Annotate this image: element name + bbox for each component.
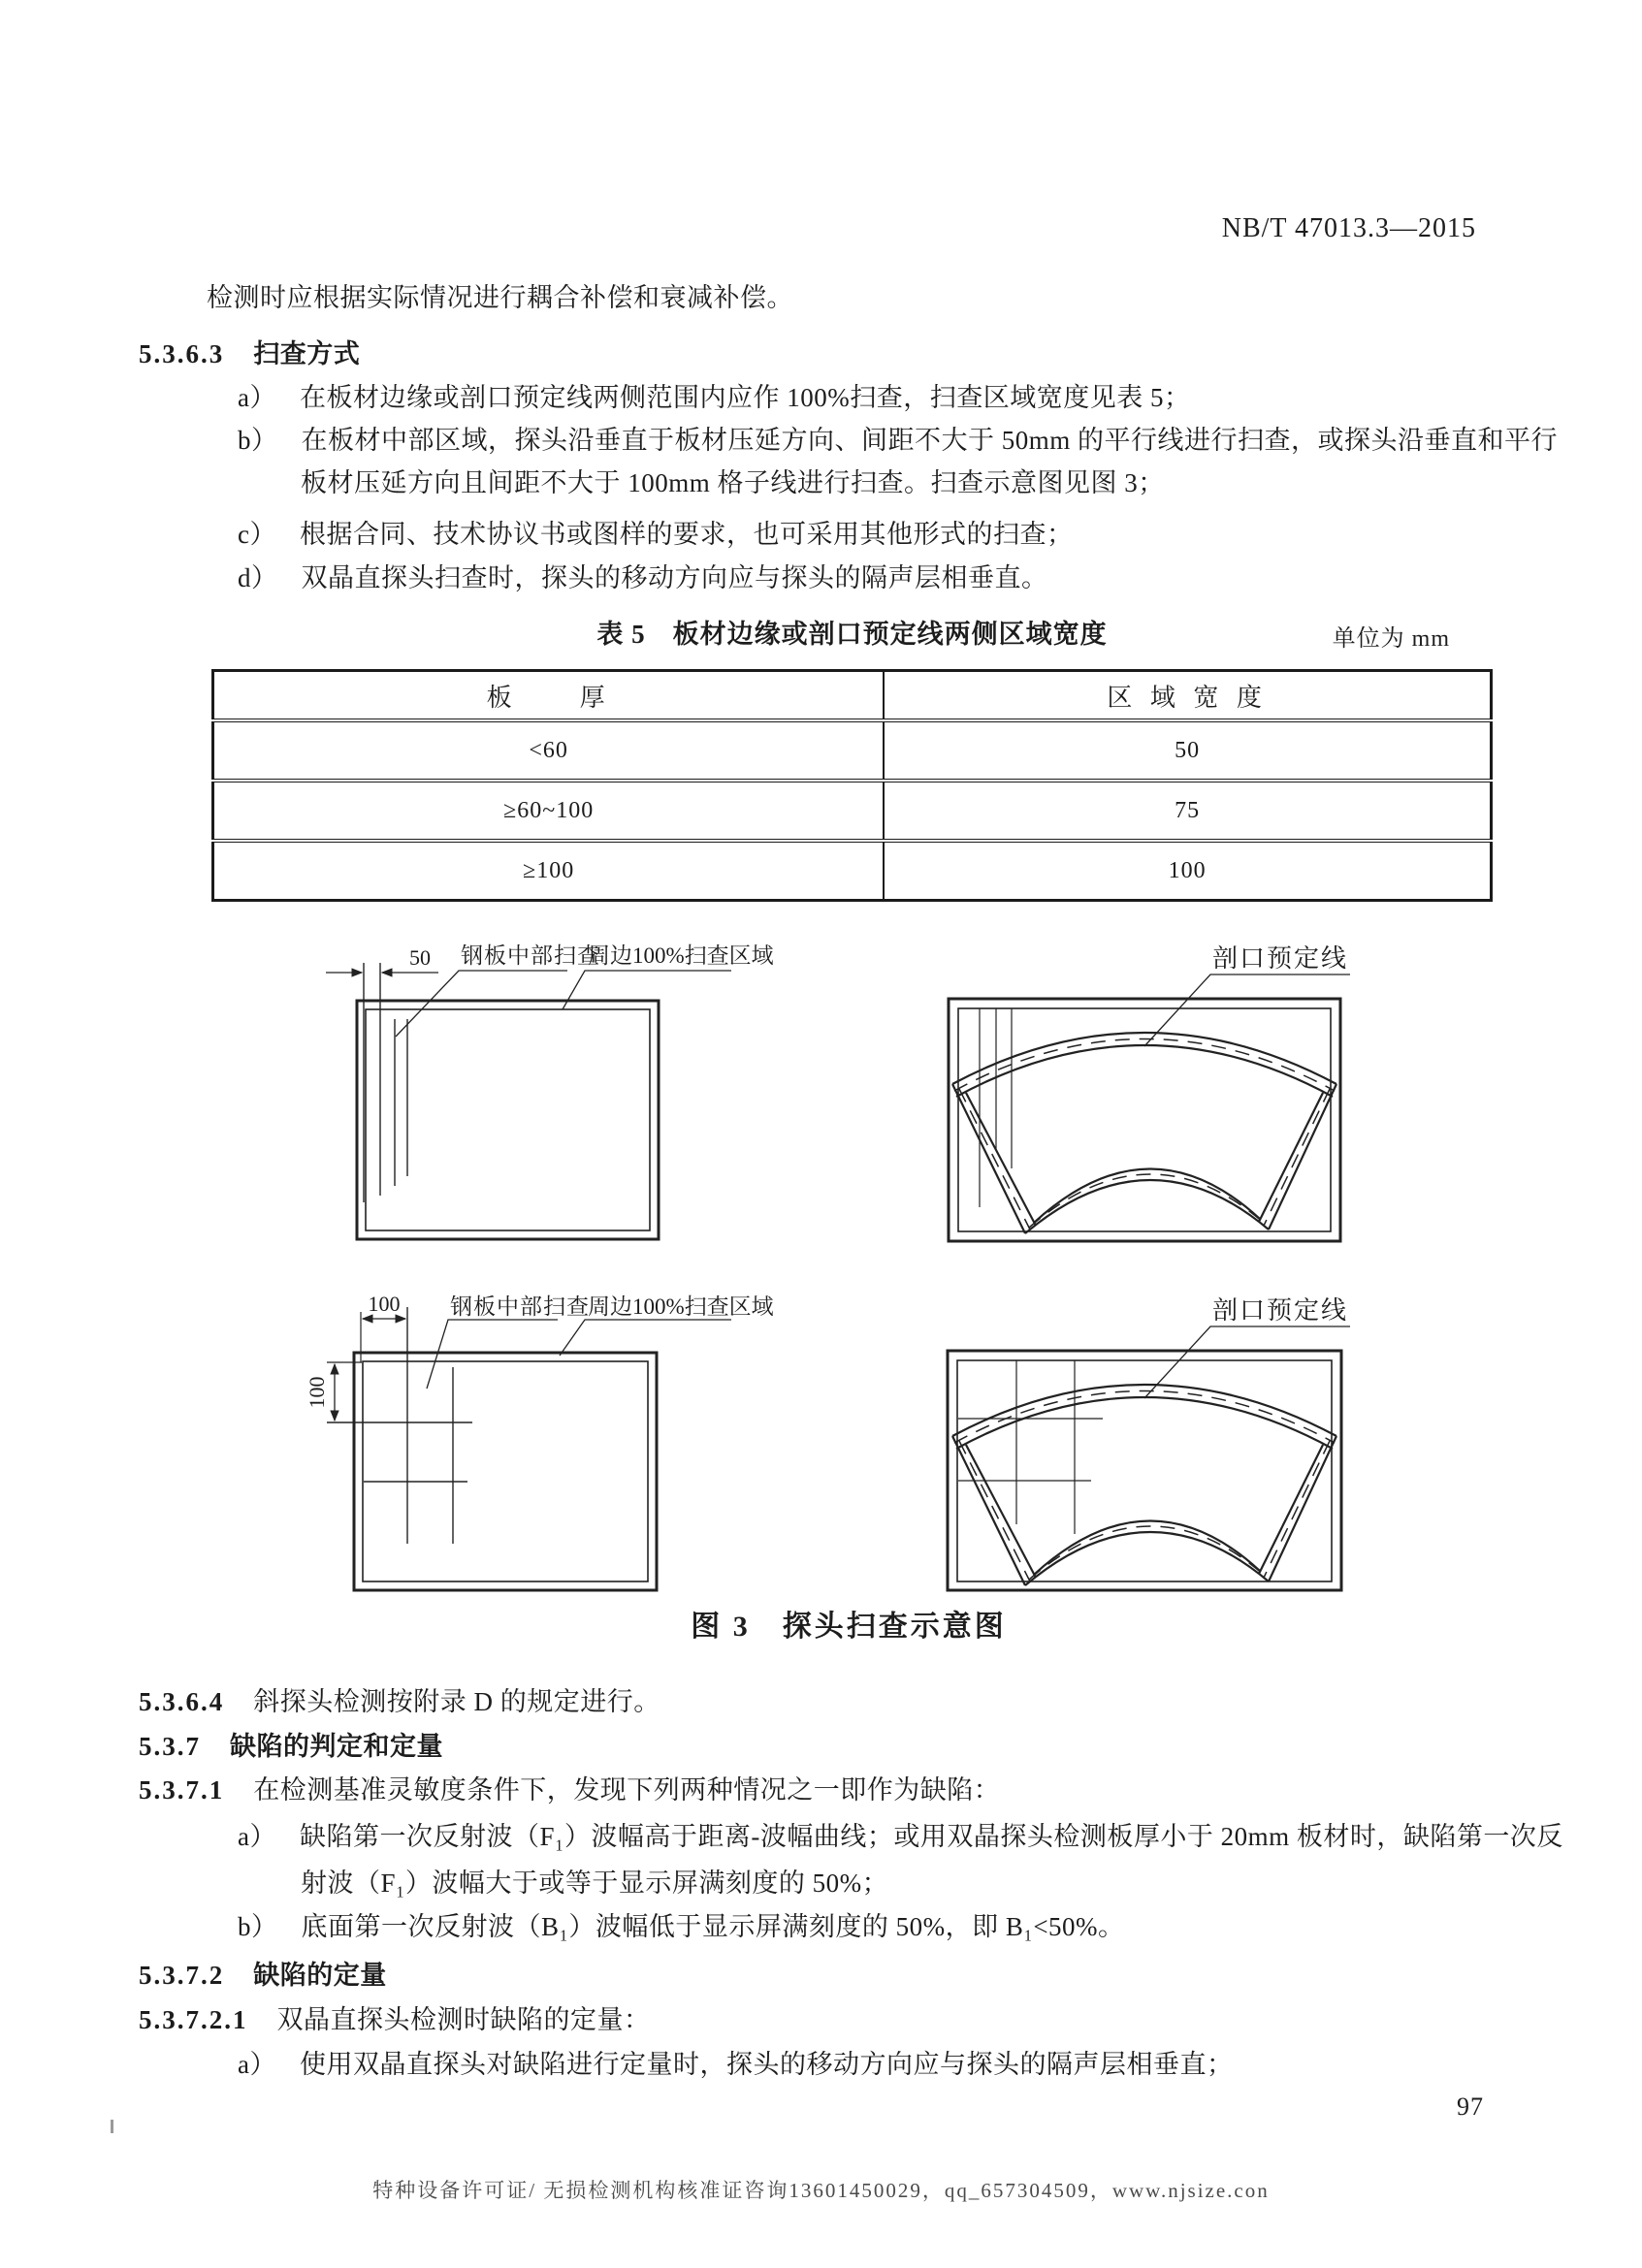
- standard-number-header: NB/T 47013.3—2015: [1221, 213, 1476, 243]
- item-label: a）: [238, 383, 276, 412]
- section-53721-number: 5.3.7.2.1: [139, 2005, 248, 2034]
- list-item-a: [238, 1813, 1576, 1906]
- item-label: c）: [238, 520, 276, 549]
- section-5364: [139, 1680, 660, 1723]
- item-label: b）: [238, 1912, 278, 1941]
- item-text: 底面第一次反射波（B₁）波幅低于显示屏满刻度的 50%，即 B₁<50%。: [301, 1912, 1125, 1941]
- panel-plate-grid-scan: [305, 1292, 774, 1590]
- item-text: 使用双晶直探头对缺陷进行定量时，探头的移动方向应与探头的隔声层相垂直；: [299, 2050, 1234, 2079]
- groove-line-label: 剖口预定线: [1212, 1296, 1349, 1325]
- list-item-a: [238, 376, 1581, 419]
- item-label: a）: [238, 2050, 276, 2079]
- panel-groove-line-top: [949, 944, 1350, 1241]
- item-label: d）: [238, 563, 278, 592]
- dimension-100-horizontal-label: 100: [368, 1292, 401, 1316]
- cell-zone-width: 50: [884, 720, 1491, 781]
- section-53721-text: 双晶直探头检测时缺陷的定量：: [276, 2005, 651, 2034]
- table-row: [213, 720, 1492, 781]
- section-5364-text: 斜探头检测按附录 D 的规定进行。: [253, 1687, 660, 1716]
- cell-thickness: ≥100: [523, 857, 575, 883]
- section-53721: [139, 1998, 651, 2041]
- cell-zone-width: 75: [884, 781, 1491, 841]
- section-5371: [139, 1769, 1000, 1811]
- section-5372-title: 缺陷的定量: [253, 1961, 387, 1990]
- item-text: 双晶直探头扫查时，探头的移动方向应与探头的隔声层相垂直。: [301, 563, 1048, 592]
- edge-scan-label: 周边100%扫查区域: [588, 1294, 774, 1319]
- intro-paragraph: 检测时应根据实际情况进行耦合补偿和衰减补偿。: [207, 283, 793, 312]
- section-537-title: 缺陷的判定和定量: [230, 1732, 443, 1761]
- item-text: 在板材中部区域，探头沿垂直于板材压延方向、间距不大于 50mm 的平行线进行扫查，或探头沿垂直和平行板材压延方向且间距不大于 100mm 格子线进行扫查。扫查示意图见图 3；: [301, 426, 1559, 497]
- item-text: 根据合同、技术协议书或图样的要求，也可采用其他形式的扫查；: [299, 520, 1074, 549]
- item-label: a）: [238, 1822, 276, 1851]
- list-item-d: [238, 557, 1581, 599]
- table-row: [213, 841, 1492, 901]
- footer-watermark: 特种设备许可证/ 无损检测机构核准证咨询13601450029，qq_657304509，www.njsize.con: [372, 2179, 1270, 2202]
- item-text: 在板材边缘或剖口预定线两侧范围内应作 100%扫查，扫查区域宽度见表 5；: [299, 383, 1191, 412]
- list-item-c: [238, 513, 1581, 556]
- cell-thickness: <60: [213, 720, 885, 781]
- table-row: [213, 781, 1492, 841]
- figure3-diagram: [223, 926, 1426, 1614]
- section-5363-heading: [139, 333, 360, 370]
- page-number: 97: [1457, 2092, 1484, 2121]
- section-537-number: 5.3.7: [139, 1732, 201, 1761]
- list-item-b: [238, 419, 1581, 504]
- center-scan-label: 钢板中部扫查: [450, 1294, 590, 1319]
- list-item-a: [238, 2043, 1576, 2086]
- section-5371-number: 5.3.7.1: [139, 1775, 225, 1805]
- list-item-b: [238, 1905, 1576, 1948]
- table5-unit-note: 单位为 mm: [1332, 626, 1450, 652]
- dimension-100-vertical-label: 100: [305, 1376, 329, 1409]
- table5-caption: 表 5 板材边缘或剖口预定线两侧区域宽度: [596, 620, 1108, 649]
- section-5363-number: 5.3.6.3: [139, 339, 225, 368]
- dimension-50-label: 50: [409, 945, 431, 970]
- column-header-zone-width: 区 域 宽 度: [884, 671, 1491, 721]
- edge-scan-label: 周边100%扫查区域: [588, 943, 774, 968]
- section-5363-title: 扫查方式: [253, 339, 361, 368]
- section-537-heading: [139, 1725, 443, 1763]
- table5: [211, 669, 1493, 902]
- table-header-row: [213, 671, 1492, 721]
- section-5372-heading: [139, 1954, 387, 1992]
- section-5371-text: 在检测基准灵敏度条件下，发现下列两种情况之一即作为缺陷：: [253, 1775, 1001, 1805]
- panel-plate-parallel-scan: [326, 943, 774, 1239]
- scan-artifact: [111, 2120, 113, 2133]
- item-label: b）: [238, 426, 278, 455]
- panel-groove-line-bottom: [948, 1296, 1350, 1590]
- item-text: 缺陷第一次反射波（F₁）波幅高于距离-波幅曲线；或用双晶探头检测板厚小于 20mm 板材时，缺陷第一次反射波（F₁）波幅大于或等于显示屏满刻度的 50%；: [299, 1822, 1563, 1898]
- column-header-thickness: 板 厚: [213, 671, 885, 721]
- cell-thickness: ≥60~100: [213, 781, 885, 841]
- cell-zone-width: 100: [884, 841, 1491, 901]
- section-5364-number: 5.3.6.4: [139, 1687, 225, 1716]
- groove-line-label: 剖口预定线: [1212, 944, 1349, 973]
- section-5372-number: 5.3.7.2: [139, 1961, 225, 1990]
- figure3-caption: 图 3 探头扫查示意图: [691, 1611, 1007, 1643]
- center-scan-label: 钢板中部扫查: [461, 943, 600, 968]
